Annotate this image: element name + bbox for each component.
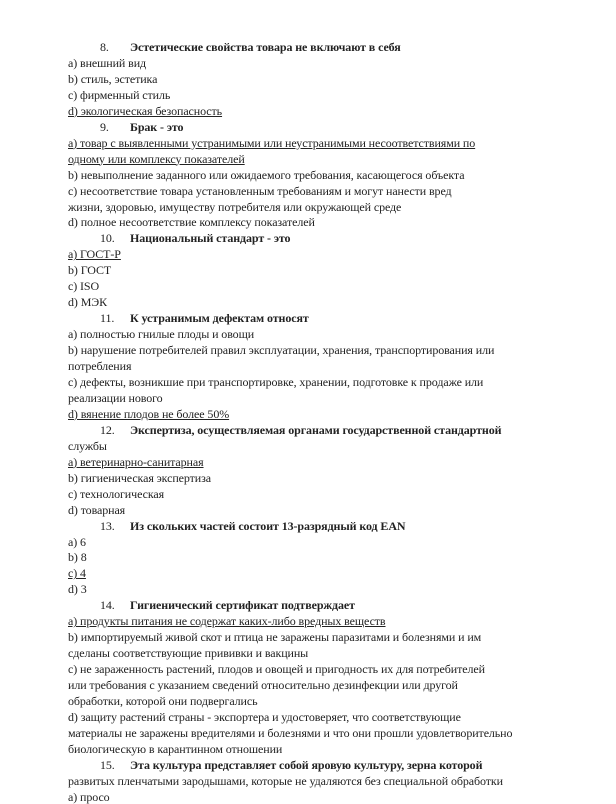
answer-text: b) ГОСТ (68, 263, 112, 278)
answer-line (68, 184, 558, 198)
answer-line (68, 56, 558, 70)
question-text: Брак - это (130, 119, 184, 134)
answer-text: a) полностью гнилые плоды и овощи (68, 327, 255, 342)
question-text: Эстетические свойства товара не включают в себя (130, 40, 401, 54)
answer-text-underlined: одному или комплексу показателей (68, 151, 245, 166)
answer-text: b) нарушение потребителей правил эксплуатации, хранения, транспортирования или (68, 343, 495, 358)
answer-text: d) полное несоответствие комплексу показателей (68, 215, 315, 230)
answer-text: d) защиту растений страны - экспортера и удостоверяет, что соответствующие (68, 709, 461, 724)
answer-line (68, 263, 558, 277)
answer-text: b) гигиеническая экспертиза (68, 470, 211, 485)
answer-text: c) несоответствие товара установленным требованиям и могут нанести вред (68, 183, 452, 198)
answer-text: a) просо (68, 789, 110, 804)
answer-line (68, 487, 558, 501)
answer-line (68, 582, 558, 596)
answer-line (68, 455, 558, 469)
answer-text: развитых пленчатыми зародышами, которые не удаляются без специальной обработки (68, 773, 503, 788)
answer-text: a) 6 (68, 534, 86, 549)
question-heading (100, 231, 540, 245)
answer-text: b) 8 (68, 550, 87, 565)
answer-text-underlined: a) продукты питания не содержат каких-либо вредных веществ (68, 614, 386, 629)
answer-line (68, 88, 558, 102)
answer-text: c) дефекты, возникшие при транспортировке, хранении, подготовке к продаже или (68, 374, 484, 389)
answer-text: d) МЭК (68, 295, 107, 310)
answer-line (68, 407, 558, 421)
answer-text: d) товарная (68, 502, 126, 517)
answer-line (68, 136, 558, 150)
answer-line (68, 630, 558, 644)
question-number: 13. (100, 518, 115, 533)
answer-text: обработки, которой они подвергались (68, 693, 258, 708)
question-number: 15. (100, 757, 115, 772)
answer-line (68, 152, 558, 166)
answer-line (68, 790, 558, 804)
answer-line (68, 327, 558, 341)
question-number: 11. (100, 311, 115, 326)
question-text: Национальный стандарт - это (130, 231, 291, 246)
question-heading (100, 311, 540, 325)
answer-text: b) стиль, эстетика (68, 71, 158, 86)
question-heading (100, 40, 540, 54)
answer-text: или требования с указанием сведений относительно дезинфекции или другой (68, 678, 458, 692)
answer-line (68, 550, 558, 564)
answer-line (68, 359, 558, 373)
question-text: Гигиенический сертификат подтверждает (130, 598, 355, 613)
question-text: К устранимым дефектам относят (130, 311, 309, 326)
answer-line (68, 439, 558, 453)
answer-line (68, 614, 558, 628)
answer-text: b) невыполнение заданного или ожидаемого требования, касающегося объекта (68, 167, 465, 182)
answer-text: потребления (68, 359, 132, 373)
answer-line (68, 662, 558, 676)
answer-line (68, 694, 558, 708)
answer-text: c) технологическая (68, 486, 165, 501)
answer-line (68, 215, 558, 229)
question-text: Из скольких частей состоит 13-разрядный код EAN (130, 518, 406, 533)
answer-line (68, 646, 558, 660)
answer-line (68, 72, 558, 86)
answer-text: c) ISO (68, 279, 100, 294)
answer-text-underlined: a) ГОСТ-Р (68, 247, 121, 262)
answer-text: d) 3 (68, 582, 87, 597)
answer-text: биологическую в карантинном отношении (68, 741, 283, 756)
question-heading (100, 423, 540, 437)
answer-text: сделаны соответствующие прививки и вакцины (68, 646, 309, 661)
question-number: 12. (100, 422, 115, 437)
answer-line (68, 566, 558, 580)
answer-line (68, 535, 558, 549)
answer-line (68, 168, 558, 182)
answer-line (68, 742, 558, 756)
answer-line (68, 726, 558, 740)
answer-text: c) фирменный стиль (68, 87, 171, 102)
answer-line (68, 678, 558, 692)
answer-text: c) не зараженность растений, плодов и овощей и пригодность их для потребителей (68, 662, 485, 676)
answer-line (68, 200, 558, 214)
question-number: 8. (100, 40, 109, 54)
question-text: Эта культура представляет собой яровую культуру, зерна которой (130, 757, 483, 772)
answer-line (68, 471, 558, 485)
answer-line (68, 375, 558, 389)
question-text: Экспертиза, осуществляемая органами государственной стандартной (130, 422, 502, 437)
answer-text-underlined: d) вянение плодов не более 50% (68, 406, 230, 421)
question-number: 10. (100, 231, 115, 246)
answer-text: реализации нового (68, 390, 163, 405)
answer-line (68, 247, 558, 261)
question-number: 9. (100, 119, 109, 134)
answer-line (68, 279, 558, 293)
question-heading (100, 120, 540, 134)
answer-text-underlined: c) 4 (68, 566, 86, 581)
question-heading (100, 758, 540, 772)
answer-text-underlined: a) товар с выявленными устранимыми или неустранимыми несоответствиями по (68, 135, 476, 150)
answer-line (68, 343, 558, 357)
question-heading (100, 598, 540, 612)
question-number: 14. (100, 598, 115, 613)
answer-text: службы (68, 438, 107, 453)
answer-line (68, 295, 558, 309)
answer-line (68, 503, 558, 517)
answer-text-underlined: d) экологическая безопасность (68, 103, 223, 118)
answer-text: a) внешний вид (68, 56, 147, 70)
answer-text: жизни, здоровью, имуществу потребителя или окружающей среде (68, 199, 402, 214)
answer-text-underlined: a) ветеринарно-санитарная (68, 454, 204, 469)
answer-line (68, 391, 558, 405)
question-heading (100, 519, 540, 533)
answer-line (68, 710, 558, 724)
answer-text: b) импортируемый живой скот и птица не заражены паразитами и болезнями и им (68, 630, 482, 645)
answer-line (68, 104, 558, 118)
answer-line (68, 774, 558, 788)
answer-text: материалы не заражены вредителями и болезнями и что они прошли удовлетворительно (68, 725, 513, 740)
